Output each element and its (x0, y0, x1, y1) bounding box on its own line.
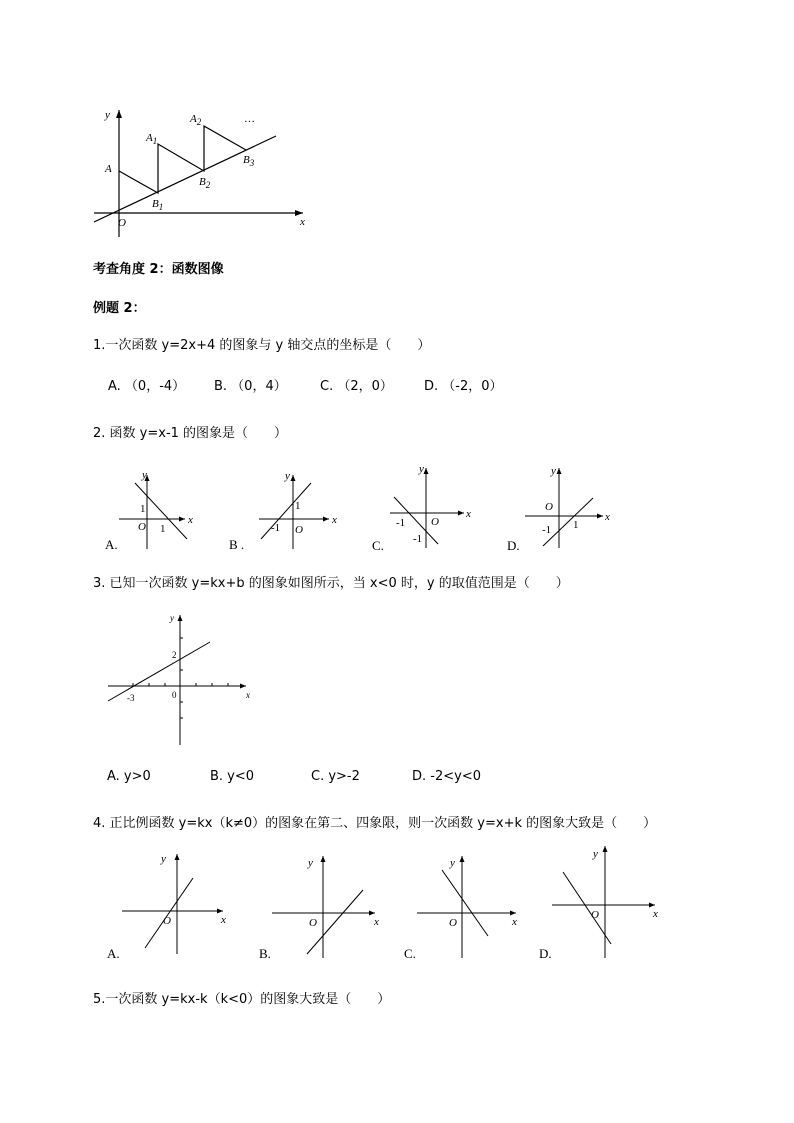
svg-text:y: y (450, 857, 455, 869)
q1-option-b: B. （0，4） (214, 379, 287, 394)
svg-text:-3: -3 (127, 693, 135, 703)
svg-text:y: y (170, 613, 174, 623)
q2-option-d-label: D. (507, 538, 520, 553)
point-a-label: A (105, 163, 112, 175)
svg-text:O: O (295, 524, 303, 536)
point-b1-label: $B_1$ (152, 198, 164, 212)
example-heading: 例题 2： (93, 301, 146, 316)
svg-text:-1: -1 (413, 533, 423, 545)
svg-text:-1: -1 (396, 517, 406, 529)
svg-text:y: y (419, 463, 424, 475)
svg-text:O: O (591, 909, 599, 921)
point-b3-label: $B_3$ (243, 154, 255, 168)
svg-text:x: x (374, 916, 379, 928)
svg-text:x: x (332, 514, 337, 526)
svg-text:O: O (163, 915, 171, 927)
q2-option-c-label: C. (372, 538, 384, 553)
svg-text:x: x (246, 690, 250, 700)
svg-text:1: 1 (160, 523, 166, 535)
q4-option-d-label: D. (539, 946, 552, 961)
svg-text:x: x (188, 514, 193, 526)
svg-text:O: O (138, 521, 146, 533)
svg-text:x: x (466, 508, 471, 520)
svg-text:x: x (221, 914, 226, 926)
svg-text:O: O (545, 501, 553, 513)
q5-stem: 5.一次函数 y=kx-k（k<0）的图象大致是（ ） (93, 992, 391, 1007)
svg-text:y: y (285, 470, 290, 482)
q2-option-a-label: A. (105, 537, 118, 552)
sequence-figure (88, 100, 318, 240)
point-a1-label: $A_1$ (146, 132, 158, 146)
q4-option-c-graph (400, 850, 530, 962)
svg-text:-1: -1 (271, 522, 281, 534)
svg-text:1: 1 (295, 500, 301, 512)
origin-label: O (118, 217, 126, 229)
svg-text:x: x (512, 916, 517, 928)
q2-option-c-graph (370, 460, 480, 555)
svg-text:y: y (142, 469, 147, 481)
q2-option-b-label: B . (229, 537, 245, 552)
svg-text:y: y (551, 465, 556, 477)
q4-option-d-graph (535, 840, 670, 962)
svg-text:O: O (309, 917, 317, 929)
svg-text:y: y (161, 853, 166, 865)
svg-text:y: y (308, 857, 313, 869)
q3-option-d: D. -2<y<0 (412, 769, 481, 784)
q3-option-b: B. y<0 (210, 769, 255, 784)
q4-option-a-graph (105, 850, 235, 962)
q4-option-c-label: C. (404, 946, 416, 961)
line-through-b-points (94, 136, 276, 222)
q4-stem: 4. 正比例函数 y=kx（k≠0）的图象在第二、四象限，则一次函数 y=x+k 的图象大致是（ ） (93, 816, 657, 831)
section-heading: 考查角度 2：函数图像 (93, 262, 224, 277)
point-b2-label: $B_2$ (199, 176, 211, 190)
svg-text:-1: -1 (542, 524, 552, 536)
svg-text:y: y (593, 848, 598, 860)
svg-text:O: O (431, 516, 439, 528)
svg-text:x: x (605, 511, 610, 523)
svg-text:1: 1 (573, 519, 579, 531)
q1-stem: 1.一次函数 y=2x+4 的图象与 y 轴交点的坐标是（ ） (93, 338, 431, 353)
q3-option-a: A. y>0 (107, 769, 151, 784)
svg-text:2: 2 (172, 650, 177, 660)
point-a2-label: $A_2$ (190, 113, 202, 127)
q1-option-c: C. （2，0） (320, 379, 393, 394)
q2-option-d-graph (505, 460, 615, 555)
svg-text:1: 1 (140, 503, 146, 515)
q1-option-a: A. （0，-4） (108, 379, 186, 394)
q4-option-b-label: B. (259, 946, 271, 961)
q3-stem: 3. 已知一次函数 y=kx+b 的图象如图所示，当 x<0 时，y 的取值范围是（ ） (93, 576, 569, 591)
svg-text:0: 0 (172, 690, 177, 700)
ellipsis-label: … (244, 113, 255, 125)
q2-stem: 2. 函数 y=x-1 的图象是（ ） (93, 426, 288, 441)
svg-text:O: O (449, 917, 457, 929)
q3-graph (100, 605, 260, 750)
svg-text:x: x (653, 908, 658, 920)
q2-option-b-graph (229, 465, 339, 555)
q3-option-c: C. y>-2 (311, 769, 360, 784)
q4-option-a-label: A. (107, 946, 120, 961)
x-label: x (300, 216, 305, 228)
q2-option-a-graph (105, 465, 205, 555)
q1-option-d: D. （-2，0） (424, 379, 503, 394)
y-label: y (105, 109, 110, 121)
q4-option-b-graph (255, 850, 385, 962)
